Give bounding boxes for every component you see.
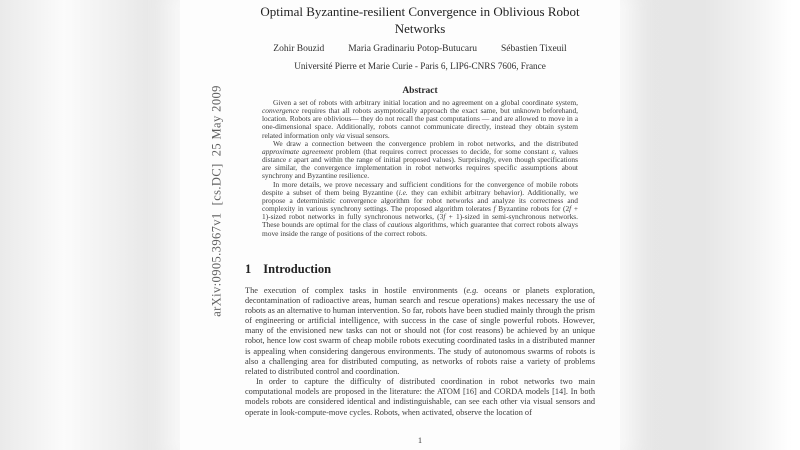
paper-title: Optimal Byzantine-resilient Convergence in Oblivious Robot Networks: [260, 4, 580, 36]
intro-paragraph-2: In order to capture the difficulty of distributed coordination in robot networks two main computational models are proposed in the literature: the ATOM [16] and CORDA models [14]. In both models robots are considered identical and indistinguishable, can see each other via visual sensors and operate in look-compute-move cycles. Robots, when activated, observe the location of: [245, 377, 595, 417]
abstract-paragraph-1: Given a set of robots with arbitrary initial location and no agreement on a global coordinate system, convergence requires that all robots asymptotically approach the exact same, but unknown beforehand, location. Robots are oblivious— they do not recall the past computations — and are allowed to move in a one-dimensional space. Additionally, robots cannot communicate directly, instead they obtain system related information only via visual sensors.: [262, 98, 578, 140]
abstract-paragraph-2: We draw a connection between the convergence problem in robot networks, and the distributed approximate agreement problem (that requires correct processes to decide, for some constant ε, values distance ε apart and within the range of initial proposed values). Surprisingly, even though specifications are similar, the convergence implementation in robot networks requires specific assumptions about synchrony and Byzantine resilience.: [262, 138, 578, 181]
abstract-heading: Abstract: [402, 86, 438, 96]
abstract-paragraph-3: In more details, we prove necessary and sufficient conditions for the convergence of mobile robots despite a subset of them being Byzantine (i.e. they can exhibit arbitrary behavior). Additionally, we propose a deterministic convergence algorithm for robot networks and analyze its correctness and complexity in various synchrony settings. The proposed algorithm tolerates f Byzantine robots for (2f + 1)-sized robot networks in fully synchronous networks, (3f + 1)-sized in semi-synchronous networks. These bounds are optimal for the class of cautious algorithms, which guarantee that correct robots always move inside the range of positions of the correct robots.: [262, 179, 579, 238]
paper-page: [180, 0, 620, 450]
author-2: Maria Gradinariu Potop-Butucaru: [348, 44, 477, 54]
intro-paragraph-1: The execution of complex tasks in hostile environments (e.g. oceans or planets exploration, decontamination of radioactive areas, human search and rescue operations) makes necessary the use of robots as an alternative to human intervention. So far, robots have been studied mainly through the prism of engineering or artificial intelligence, with success in the case of single powerful robots. However, many of the envisioned new tasks can not or should not (for cost reasons) be achieved by an unique robot, hence low cost swarm of cheap mobile robots executing coordinated tasks in a distributed manner is appealing when considering dangerous environments. The study of autonomous swarms of robots is also a challenging area for distributed computing, as networks of robots raise a variety of problems related to distributed control and coordination.: [245, 285, 595, 376]
section-title: Introduction: [263, 261, 332, 276]
affiliation: Université Pierre et Marie Curie - Paris 6, LIP6-CNRS 7606, France: [294, 61, 546, 71]
section-number: 1: [245, 261, 252, 276]
arxiv-stamp: arXiv:0905.3967v1 [cs.DC] 25 May 2009: [209, 85, 224, 317]
page-number: 1: [417, 435, 423, 445]
author-3: Sébastien Tixeuil: [500, 44, 567, 54]
abstract-section: [262, 86, 578, 238]
section-heading-introduction: [245, 262, 595, 277]
author-list: [245, 44, 595, 54]
author-1: Zohir Bouzid: [273, 44, 325, 54]
page-content: [245, 0, 595, 418]
